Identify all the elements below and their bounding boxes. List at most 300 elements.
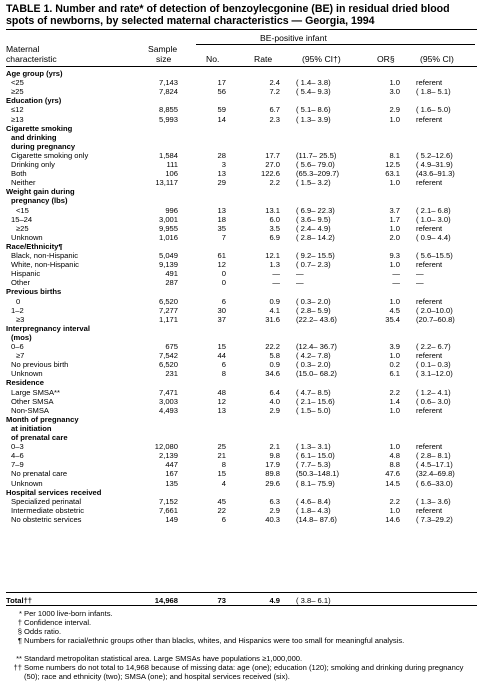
table-row [6, 306, 477, 315]
cell-rate: 6.4 [269, 387, 280, 397]
cell-rate: 22.2 [265, 342, 280, 351]
cell-ci: ( 1.5– 3.2) [296, 178, 331, 188]
cell-number: 0 [221, 278, 226, 288]
cell-sample-size: 1,171 [158, 314, 178, 324]
row-label: White, non-Hispanic [11, 260, 79, 270]
cell-odds-ratio: 14.5 [385, 478, 400, 488]
total-row [6, 596, 477, 605]
footnote-text: Confidence interval. [24, 618, 92, 627]
total-rule-top [6, 592, 477, 593]
footnote-text: Standard metropolitan statistical area. Large SMSAs have populations ≥1,000,000. [24, 654, 303, 663]
table-row [6, 169, 477, 178]
header-rate: Rate [254, 54, 273, 64]
cell-ci: — [296, 278, 304, 288]
cell-odds-ratio: 2.9 [389, 105, 400, 115]
footnote-mark: ¶ [17, 636, 22, 645]
footnote [6, 663, 476, 681]
header-characteristic-2: characteristic [6, 54, 57, 64]
cell-odds-ratio: — [392, 269, 400, 279]
cell-or-ci: referent [416, 442, 443, 452]
cell-number: 4 [221, 478, 226, 488]
row-label: <15 [16, 205, 29, 215]
cell-rate: 2.4 [269, 78, 280, 88]
section-heading [6, 124, 477, 133]
table-row [6, 497, 477, 506]
table-row [6, 160, 477, 169]
cell-sample-size: 7,143 [158, 78, 178, 88]
row-label: Previous births [6, 287, 62, 297]
cell-ci: (65.3–209.7) [296, 169, 340, 179]
cell-or-ci: referent [416, 78, 443, 88]
header-sample-1: Sample [148, 44, 178, 54]
cell-rate: 4.0 [269, 396, 280, 406]
header-sample-2: size [156, 54, 172, 64]
table-row [6, 206, 477, 215]
cell-sample-size: 7,277 [158, 305, 178, 315]
cell-odds-ratio: 4.8 [389, 451, 400, 461]
cell-ci: (11.7– 25.5) [296, 150, 337, 160]
table-row [6, 369, 477, 378]
cell-odds-ratio: 1.0 [389, 351, 400, 361]
row-label: 0–6 [11, 342, 24, 351]
footnote [6, 654, 476, 663]
row-label: ≥3 [16, 314, 25, 324]
cell-number: 21 [217, 451, 226, 461]
cell-odds-ratio: 2.2 [389, 496, 400, 506]
cell-ci: ( 5.6– 79.0) [296, 160, 335, 169]
cell-rate: 6.7 [269, 105, 280, 115]
row-label: Hispanic [11, 269, 41, 279]
cell-sample-size: 6,520 [158, 360, 178, 370]
top-rule [6, 29, 477, 30]
row-label: 0 [16, 296, 21, 306]
table-row [6, 215, 477, 224]
footnote-mark: * [19, 609, 22, 618]
cell-rate: 1.3 [269, 260, 280, 270]
cell-or-ci: referent [416, 505, 443, 515]
section-heading [6, 424, 477, 433]
cell-odds-ratio: 1.0 [389, 178, 400, 188]
row-label: Residence [6, 378, 44, 388]
row-label: ≥25 [16, 223, 29, 233]
bottom-rule [6, 605, 477, 606]
row-label: No obstetric services [11, 514, 82, 524]
cell-or-ci: ( 1.0– 3.0) [416, 214, 451, 224]
section-heading [6, 333, 477, 342]
row-label: (mos) [11, 332, 32, 342]
cell-rate: 3.5 [269, 223, 280, 233]
cell-rate: 31.6 [265, 314, 280, 324]
row-label: Specialized perinatal [11, 496, 82, 506]
cell-rate: 2.9 [269, 405, 280, 415]
cell-or-ci: ( 0.6– 3.0) [416, 396, 451, 406]
cell-or-ci: ( 2.8– 8.1) [416, 451, 451, 461]
cell-sample-size: 287 [165, 278, 178, 288]
cell-sample-size: 167 [165, 469, 178, 479]
row-label: Total†† [6, 596, 33, 605]
row-label: Drinking only [11, 160, 55, 169]
cell-sample-size: 106 [165, 169, 178, 179]
row-label: pregnancy (lbs) [11, 196, 68, 206]
cell-odds-ratio: 1.0 [389, 405, 400, 415]
footnote-mark: † [17, 618, 22, 627]
table-row [6, 251, 477, 260]
cell-or-ci: ( 1.8– 5.1) [416, 87, 451, 97]
table-row [6, 315, 477, 324]
cell-sample-size: 5,049 [158, 251, 178, 260]
header-ci2: (95% CI) [420, 54, 454, 64]
cell-rate: 34.6 [265, 369, 280, 379]
cell-or-ci: ( 4.9–31.9) [416, 160, 453, 169]
cell-sample-size: 4,493 [158, 405, 178, 415]
cell-sample-size: 491 [165, 269, 178, 279]
cell-rate: 40.3 [265, 514, 280, 524]
cell-rate: 27.0 [265, 160, 280, 169]
cell-rate: 6.0 [269, 214, 280, 224]
cell-sample-size: 135 [165, 478, 178, 488]
table-row [6, 460, 477, 469]
header-be-positive: BE-positive infant [260, 33, 327, 43]
cell-or-ci: referent [416, 114, 443, 124]
table-row [6, 406, 477, 415]
cell-rate: 17.7 [265, 150, 280, 160]
footnote-text: Odds ratio. [24, 627, 62, 636]
row-label: 0–3 [11, 442, 24, 452]
footnote-text: Some numbers do not total to 14,968 because of missing data: age (one); education (120); smoking and drinking during pregnancy (50); race and ethnicity (two); SMSA (one); and hospital services received (six). [24, 663, 464, 681]
row-label: No prenatal care [11, 469, 68, 479]
cell-ci: — [296, 269, 304, 279]
section-heading [6, 133, 477, 142]
cell-odds-ratio: 1.7 [389, 214, 400, 224]
row-label: <25 [11, 78, 24, 88]
cell-odds-ratio: 8.1 [389, 150, 400, 160]
cell-or-ci: referent [416, 296, 443, 306]
cell-ci: ( 0.7– 2.3) [296, 260, 331, 270]
cell-odds-ratio: 4.5 [389, 305, 400, 315]
cell-number: 48 [217, 387, 226, 397]
cell-or-ci: (32.4–69.8) [416, 469, 455, 479]
cell-or-ci: referent [416, 405, 443, 415]
table-row [6, 388, 477, 397]
cell-or-ci: ( 1.2– 4.1) [416, 387, 451, 397]
cell-odds-ratio: 1.0 [389, 114, 400, 124]
cell-sample-size: 149 [165, 514, 178, 524]
cell-rate: 4.9 [269, 596, 280, 605]
row-label: 4–6 [11, 451, 24, 461]
row-label: Cigarette smoking [6, 123, 73, 133]
row-label: and drinking [11, 132, 57, 142]
cell-ci: ( 5.4– 9.3) [296, 87, 331, 97]
section-heading [6, 196, 477, 205]
cell-ci: (12.4– 36.7) [296, 342, 337, 351]
row-label: Unknown [11, 232, 43, 242]
cell-number: 13 [217, 405, 226, 415]
cell-number: 73 [217, 596, 226, 605]
cell-odds-ratio: 1.0 [389, 505, 400, 515]
cell-number: 8 [221, 460, 226, 470]
cell-ci: ( 4.2– 7.8) [296, 351, 331, 361]
row-label: ≥25 [11, 87, 24, 97]
cell-sample-size: 447 [165, 460, 178, 470]
row-label: Large SMSA** [11, 387, 60, 397]
cell-rate: 2.9 [269, 505, 280, 515]
table-row [6, 451, 477, 460]
cell-rate: — [272, 278, 280, 288]
table-title: TABLE 1. Number and rate* of detection of benzoylecgonine (BE) in residual dried blood spots of newborns, by selected maternal characteristics — Georgia, 1994 [6, 3, 450, 27]
cell-or-ci: referent [416, 260, 443, 270]
cell-odds-ratio: 6.1 [389, 369, 400, 379]
cell-sample-size: 5,993 [158, 114, 178, 124]
cell-number: 13 [217, 169, 226, 179]
cell-sample-size: 7,661 [158, 505, 178, 515]
cell-rate: 13.1 [265, 205, 280, 215]
cell-odds-ratio: 1.0 [389, 442, 400, 452]
cell-number: 45 [217, 496, 226, 506]
footnote [6, 609, 476, 618]
cell-or-ci: ( 5.2–12.6) [416, 150, 453, 160]
cell-number: 15 [217, 469, 226, 479]
cell-sample-size: 6,520 [158, 296, 178, 306]
row-label: Black, non-Hispanic [11, 251, 79, 260]
cell-ci: ( 2.1– 15.6) [296, 396, 335, 406]
cell-ci: ( 7.7– 5.3) [296, 460, 331, 470]
row-label: Age group (yrs) [6, 69, 63, 78]
cell-number: 12 [217, 260, 226, 270]
cell-ci: ( 9.2– 15.5) [296, 251, 335, 260]
cell-number: 59 [217, 105, 226, 115]
cell-or-ci: ( 2.1– 6.8) [416, 205, 451, 215]
cell-sample-size: 675 [165, 342, 178, 351]
cell-or-ci: — [416, 278, 424, 288]
section-heading [6, 415, 477, 424]
row-label: Interpregnancy interval [6, 323, 90, 333]
cell-ci: ( 8.1– 75.9) [296, 478, 335, 488]
table-row [6, 297, 477, 306]
cell-or-ci: ( 3.1–12.0) [416, 369, 453, 379]
cell-sample-size: 8,855 [158, 105, 178, 115]
row-label: Other [11, 278, 30, 288]
row-label: 7–9 [11, 460, 24, 470]
cell-ci: ( 1.3– 3.9) [296, 114, 331, 124]
footnote [6, 618, 476, 627]
cell-rate: 2.3 [269, 114, 280, 124]
cell-rate: 12.1 [265, 251, 280, 260]
cell-number: 44 [217, 351, 226, 361]
row-label: ≥7 [16, 351, 25, 361]
section-heading [6, 378, 477, 387]
section-heading [6, 69, 477, 78]
cell-or-ci: ( 1.6– 5.0) [416, 105, 451, 115]
cell-sample-size: 13,117 [155, 178, 178, 188]
cell-sample-size: 7,542 [158, 351, 178, 361]
table-row [6, 178, 477, 187]
table-row [6, 224, 477, 233]
header-characteristic-1: Maternal [6, 44, 40, 54]
footnote [6, 636, 476, 645]
cell-or-ci: ( 5.6–15.5) [416, 251, 453, 260]
cell-odds-ratio: 8.8 [389, 460, 400, 470]
cell-number: 25 [217, 442, 226, 452]
footnote-mark: § [17, 627, 22, 636]
table-row [6, 278, 477, 287]
cell-ci: (22.2– 43.6) [296, 314, 337, 324]
section-heading [6, 433, 477, 442]
row-label: ≥13 [11, 114, 24, 124]
row-label: Intermediate obstetric [11, 505, 85, 515]
row-label: Non-SMSA [11, 405, 49, 415]
cell-ci: ( 3.8– 6.1) [296, 596, 331, 605]
cell-number: 7 [221, 232, 226, 242]
cell-number: 3 [221, 160, 226, 169]
cell-odds-ratio: 0.2 [389, 360, 400, 370]
table-row [6, 233, 477, 242]
table-row [6, 115, 477, 124]
cell-or-ci: ( 2.0–10.0) [416, 305, 453, 315]
cell-ci: ( 3.6– 9.5) [296, 214, 331, 224]
cell-number: 28 [217, 150, 226, 160]
section-heading [6, 242, 477, 251]
cell-number: 13 [217, 205, 226, 215]
cell-number: 14 [217, 114, 226, 124]
row-label: Unknown [11, 478, 43, 488]
cell-ci: ( 5.1– 8.6) [296, 105, 331, 115]
cell-ci: ( 1.3– 3.1) [296, 442, 331, 452]
cell-or-ci: referent [416, 351, 443, 361]
table-row [6, 479, 477, 488]
cell-number: 35 [217, 223, 226, 233]
cell-ci: (50.3–148.1) [296, 469, 340, 479]
cell-odds-ratio: 14.6 [385, 514, 400, 524]
table-row [6, 515, 477, 524]
cell-rate: 2.1 [269, 442, 280, 452]
table-row [6, 342, 477, 351]
cell-sample-size: 231 [165, 369, 178, 379]
cell-rate: 9.8 [269, 451, 280, 461]
cell-odds-ratio: 3.0 [389, 87, 400, 97]
group-underline [196, 44, 475, 45]
cell-rate: 0.9 [269, 360, 280, 370]
row-label: Hospital services received [6, 487, 102, 497]
row-label: Education (yrs) [6, 96, 62, 106]
cell-sample-size: 3,001 [158, 214, 178, 224]
row-label: No previous birth [11, 360, 69, 370]
footnote [6, 627, 476, 636]
cell-number: 37 [217, 314, 226, 324]
cell-number: 29 [217, 178, 226, 188]
cell-ci: ( 0.3– 2.0) [296, 360, 331, 370]
cell-ci: ( 1.8– 4.3) [296, 505, 331, 515]
cell-odds-ratio: — [392, 278, 400, 288]
footnote-text: Per 1000 live-born infants. [24, 609, 113, 618]
cell-number: 15 [217, 342, 226, 351]
cell-or-ci: — [416, 269, 424, 279]
header-ci: (95% CI†) [302, 54, 341, 64]
cell-number: 6 [221, 296, 226, 306]
cell-ci: ( 1.5– 5.0) [296, 405, 331, 415]
cell-ci: ( 6.1– 15.0) [296, 451, 335, 461]
cell-rate: 89.8 [265, 469, 280, 479]
cell-odds-ratio: 1.0 [389, 223, 400, 233]
row-label: of prenatal care [11, 433, 68, 442]
row-label: Race/Ethnicity¶ [6, 241, 63, 251]
cell-rate: 5.8 [269, 351, 280, 361]
cell-sample-size: 3,003 [158, 396, 178, 406]
cell-odds-ratio: 47.6 [385, 469, 400, 479]
table-row [6, 151, 477, 160]
cell-odds-ratio: 1.0 [389, 296, 400, 306]
row-label: ≤12 [11, 105, 24, 115]
cell-number: 56 [217, 87, 226, 97]
cell-or-ci: ( 4.5–17.1) [416, 460, 453, 470]
row-label: 15–24 [11, 214, 33, 224]
cell-rate: 6.3 [269, 496, 280, 506]
cell-ci: ( 6.9– 22.3) [296, 205, 335, 215]
table-row [6, 260, 477, 269]
cell-or-ci: (20.7–60.8) [416, 314, 455, 324]
cell-or-ci: ( 6.6–33.0) [416, 478, 453, 488]
cell-number: 61 [217, 251, 226, 260]
cell-number: 18 [217, 214, 226, 224]
cell-odds-ratio: 35.4 [385, 314, 400, 324]
row-label: Other SMSA [11, 396, 54, 406]
cell-ci: ( 2.8– 5.9) [296, 305, 331, 315]
row-label: Neither [11, 178, 36, 188]
cell-number: 6 [221, 360, 226, 370]
cell-sample-size: 7,152 [158, 496, 178, 506]
cell-ci: (14.8– 87.6) [296, 514, 337, 524]
cell-sample-size: 9,955 [158, 223, 178, 233]
cell-rate: — [272, 269, 280, 279]
row-label: Both [11, 169, 27, 179]
cell-sample-size: 111 [166, 160, 178, 169]
row-label: Month of pregnancy [6, 414, 79, 424]
cell-rate: 7.2 [269, 87, 280, 97]
row-label: 1–2 [11, 305, 24, 315]
cell-number: 8 [221, 369, 226, 379]
cell-rate: 4.1 [269, 305, 280, 315]
row-label: Weight gain during [6, 187, 75, 197]
cell-ci: ( 2.4– 4.9) [296, 223, 331, 233]
table-row [6, 269, 477, 278]
row-label: at initiation [11, 423, 52, 433]
cell-number: 6 [221, 514, 226, 524]
cell-rate: 6.9 [269, 232, 280, 242]
cell-ci: ( 2.8– 14.2) [296, 232, 335, 242]
row-label: Cigarette smoking only [11, 150, 89, 160]
cell-or-ci: ( 1.3– 3.6) [416, 496, 451, 506]
section-heading [6, 488, 477, 497]
row-label: during pregnancy [11, 141, 76, 151]
cell-number: 22 [217, 505, 226, 515]
header-no: No. [206, 54, 220, 64]
cell-sample-size: 996 [165, 205, 178, 215]
cell-or-ci: ( 7.3–29.2) [416, 514, 453, 524]
cell-sample-size: 2,139 [158, 451, 178, 461]
cell-or-ci: ( 0.9– 4.4) [416, 232, 451, 242]
cell-odds-ratio: 1.0 [389, 78, 400, 88]
cell-ci: (15.0– 68.2) [296, 369, 337, 379]
section-heading [6, 96, 477, 105]
cell-rate: 29.6 [265, 478, 280, 488]
cell-ci: ( 4.6– 8.4) [296, 496, 331, 506]
cell-sample-size: 1,584 [158, 150, 178, 160]
table-row [6, 469, 477, 478]
cell-odds-ratio: 2.0 [389, 232, 400, 242]
cell-sample-size: 7,824 [158, 87, 178, 97]
cell-rate: 2.2 [269, 178, 280, 188]
table-row [6, 397, 477, 406]
cell-rate: 17.9 [265, 460, 280, 470]
